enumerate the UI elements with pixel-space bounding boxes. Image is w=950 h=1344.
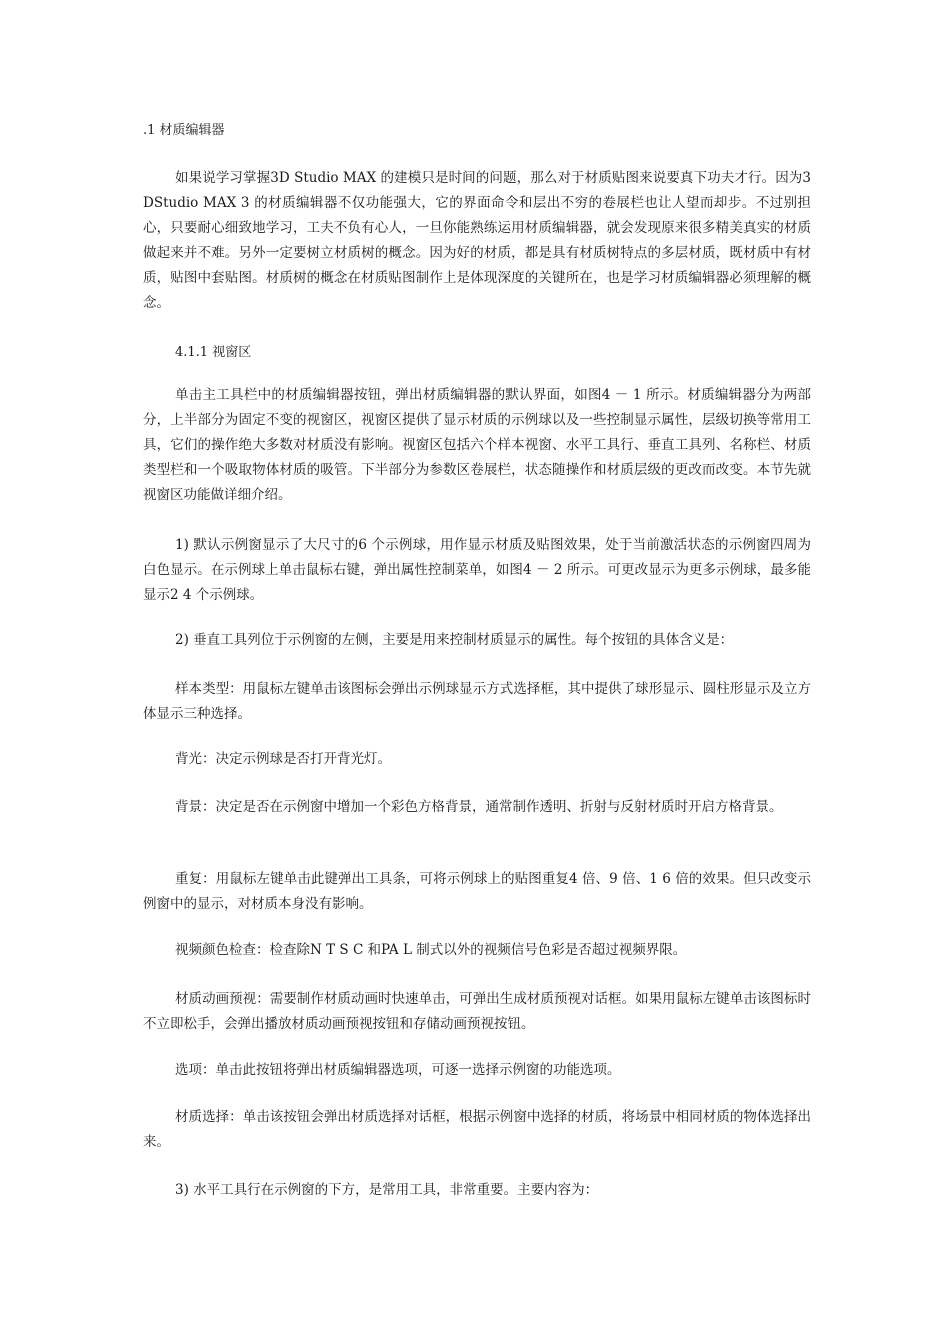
anim-preview-paragraph: 材质动画预视：需要制作材质动画时快速单击，可弹出生成材质预视对话框。如果用鼠标左键单击该图标时不立即松手，会弹出播放材质动画预视按钮和存储动画预视按钮。 [143, 991, 811, 1032]
item-3-paragraph: 3) 水平工具行在示例窗的下方，是常用工具，非常重要。主要内容为： [175, 1182, 599, 1198]
intro-paragraph: 如果说学习掌握3D Studio MAX 的建模只是时间的问题，那么对于材质贴图来说要真下功夫才行。因为3 DStudio MAX 3 的材质编辑器不仅功能强大，它的界面命令和层出不穷的卷展栏也让人望而却步。不过别担心，只要耐心细致地学习，工夫不负有心人，一旦你能熟练运用材质编辑器，就会发现原来很多精美真实的材质做起来并不难。另外一定要树立材质树的概念。因为好的材质，都是具有材质树特点的多层材质，既材质中有材质，贴图中套贴图。材质树的概念在材质贴图制作上是体现深度的关键所在，也是学习材质编辑器必须理解的概念。 [143, 170, 811, 311]
section-title: .1 材质编辑器 [143, 123, 225, 138]
viewport-intro-paragraph: 单击主工具栏中的材质编辑器按钮，弹出材质编辑器的默认界面，如图4 － 1 所示。材质编辑器分为两部分，上半部分为固定不变的视窗区，视窗区提供了显示材质的示例球以及一些控制显示属性，层级切换等常用工具，它们的操作绝大多数对材质没有影响。视窗区包括六个样本视窗、水平工具行、垂直工具列、名称栏、材质类型栏和一个吸取物体材质的吸管。下半部分为参数区卷展栏，状态随操作和材质层级的更改而改变。本节先就视窗区功能做详细介绍。 [143, 387, 811, 503]
video-check-paragraph: 视频颜色检查：检查除N T S C 和PA L 制式以外的视频信号色彩是否超过视频界限。 [175, 942, 687, 958]
select-by-material-paragraph: 材质选择：单击该按钮会弹出材质选择对话框，根据示例窗中选择的材质，将场景中相同材质的物体选择出来。 [143, 1109, 811, 1150]
options-paragraph: 选项：单击此按钮将弹出材质编辑器选项，可逐一选择示例窗的功能选项。 [175, 1062, 621, 1078]
item-1-paragraph: 1) 默认示例窗显示了大尺寸的6 个示例球，用作显示材质及贴图效果，处于当前激活状态的示例窗四周为白色显示。在示例球上单击鼠标右键，弹出属性控制菜单，如图4 － 2 所示。可更改显示为更多示例球，最多能显示2 4 个示例球。 [143, 537, 811, 603]
sample-type-paragraph: 样本类型：用鼠标左键单击该图标会弹出示例球显示方式选择框，其中提供了球形显示、圆柱形显示及立方体显示三种选择。 [143, 681, 811, 722]
subsection-title: 4.1.1 视窗区 [175, 345, 252, 360]
backlight-paragraph: 背光：决定示例球是否打开背光灯。 [175, 751, 391, 767]
repeat-paragraph: 重复：用鼠标左键单击此键弹出工具条，可将示例球上的贴图重复4 倍、9 倍、1 6 倍的效果。但只改变示例窗中的显示，对材质本身没有影响。 [143, 871, 811, 912]
background-paragraph: 背景：决定是否在示例窗中增加一个彩色方格背景，通常制作透明、折射与反射材质时开启方格背景。 [175, 799, 783, 815]
item-2-paragraph: 2) 垂直工具列位于示例窗的左侧，主要是用来控制材质显示的属性。每个按钮的具体含义是： [175, 632, 734, 648]
